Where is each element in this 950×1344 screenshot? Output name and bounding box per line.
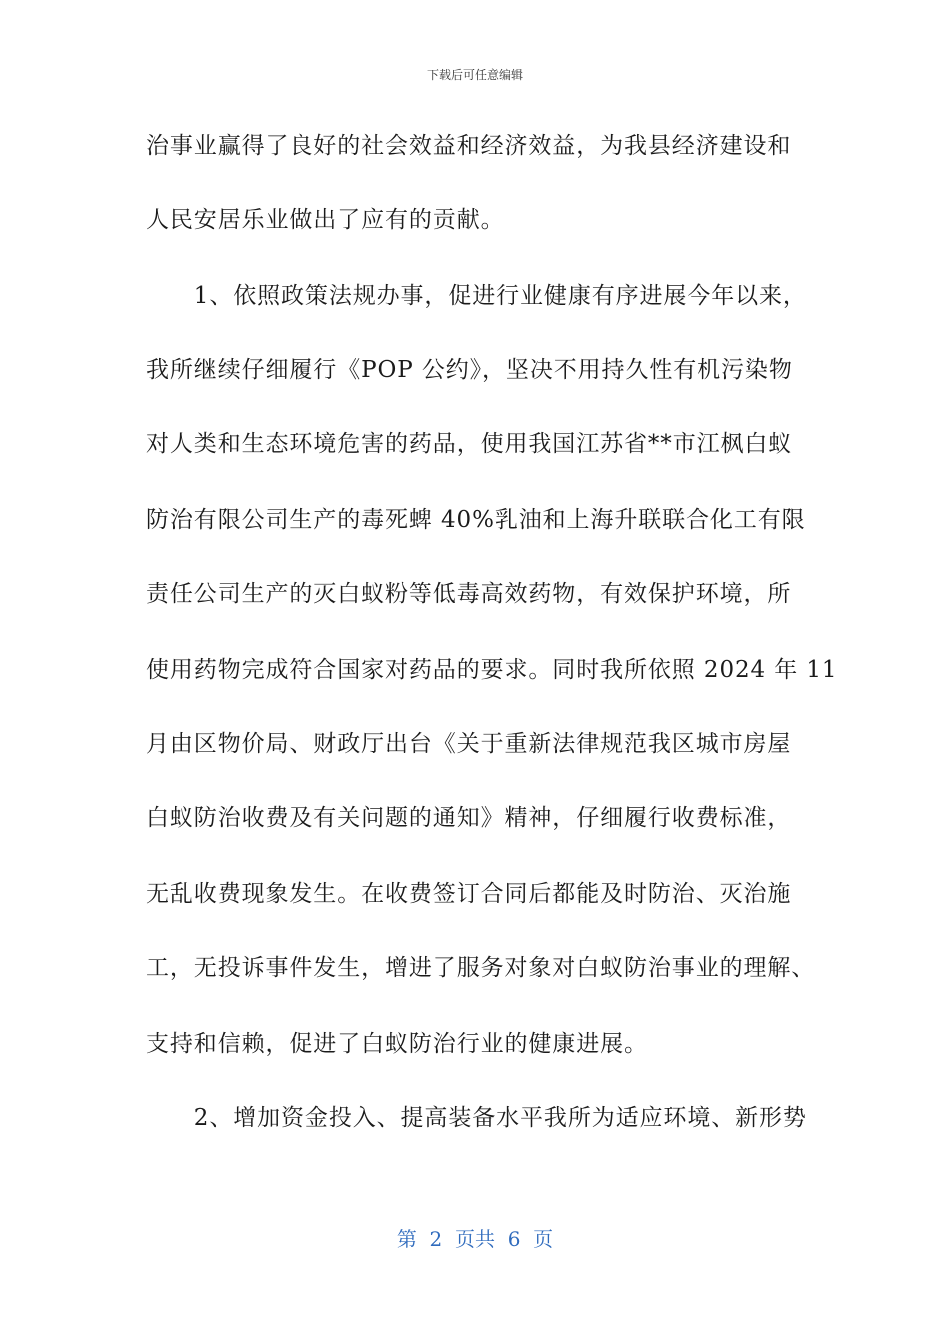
body-line-10: 白蚁防治收费及有关问题的通知》精神，仔细履行收费标准， <box>146 805 792 831</box>
body-line-2: 人民安居乐业做出了应有的贡献。 <box>146 207 505 233</box>
body-line-6: 防治有限公司生产的毒死蜱 40%乳油和上海升联联合化工有限 <box>146 507 806 533</box>
body-line-5: 对人类和生态环境危害的药品，使用我国江苏省**市江枫白蚁 <box>146 431 793 457</box>
body-line-1: 治事业赢得了良好的社会效益和经济效益，为我县经济建设和 <box>146 133 792 159</box>
body-line-3: 1、依照政策法规办事，促进行业健康有序进展今年以来， <box>146 283 807 309</box>
body-line-9: 月由区物价局、财政厅出台《关于重新法律规范我区城市房屋 <box>146 731 792 757</box>
body-line-8: 使用药物完成符合国家对药品的要求。同时我所依照 2024 年 11 <box>146 657 838 683</box>
page-footer: 第 2 页共 6 页 <box>396 1227 554 1251</box>
body-line-4: 我所继续仔细履行《POP 公约》，坚决不用持久性有机污染物 <box>146 357 793 383</box>
body-line-14: 2、增加资金投入、提高装备水平我所为适应环境、新形势 <box>146 1105 807 1131</box>
body-line-12: 工，无投诉事件发生，增进了服务对象对白蚁防治事业的理解、 <box>146 955 816 981</box>
page-header: 下载后可任意编辑 <box>426 68 523 82</box>
body-line-11: 无乱收费现象发生。在收费签订合同后都能及时防治、灭治施 <box>146 881 792 907</box>
body-line-13: 支持和信赖，促进了白蚁防治行业的健康进展。 <box>146 1031 648 1057</box>
body-line-7: 责任公司生产的灭白蚁粉等低毒高效药物，有效保护环境，所 <box>146 581 792 607</box>
